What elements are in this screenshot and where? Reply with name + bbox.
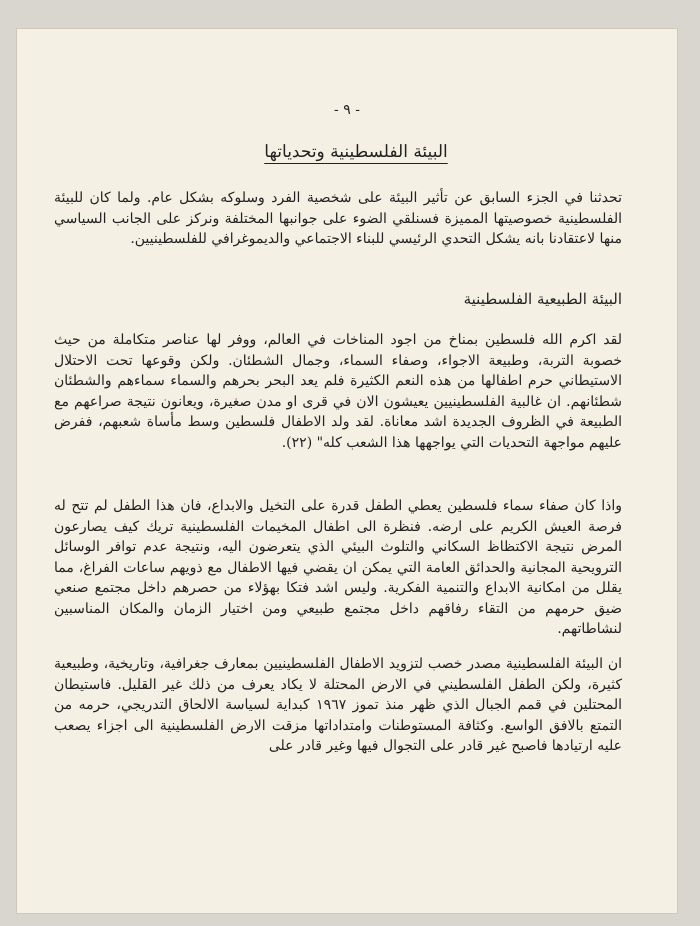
section-heading: البيئة الطبيعية الفلسطينية — [463, 290, 622, 308]
page-number: - ٩ - — [334, 102, 360, 118]
paragraph-2: لقد اكرم الله فلسطين بمناخ من اجود المناخات في العالم، ووفر لها عناصر متكاملة من حيث خصوبة التربة، وطبيعة الاجواء، وصفاء السماء، وجمال الشطئان. ولكن وقوعها تحت الاحتلال الاستيطاني حرم اطفالها من هذه النعم الكثيرة فلم يعد البحر بحرهم والسماء سماءهم والشطئان شطئانهم. ان غالبية الفلسطينيين يعيشون الان في قرى او مدن صغيرة، ويعانون نتيجة صراعهم مع الطبيعة في الظروف الجديدة اشد معاناة. لقد ولد الاطفال فلسطين وسط مأساة شعبهم، ففرض عليهم مواجهة التحديات التي يواجهها هذا الشعب كله" (٢٢). — [54, 332, 622, 451]
page-title: البيئة الفلسطينية وتحدياتها — [264, 142, 448, 162]
paragraph-1: تحدثنا في الجزء السابق عن تأثير البيئة على شخصية الفرد وسلوكه بشكل عام. ولما كان للبيئة الفلسطينية خصوصيتها المميزة فسنلقي الضوء على جوانبها المختلفة ونركز على الجانب السياسي منها لاعتقادنا بانه يشكل التحدي الرئيسي للبناء الاجتماعي والديموغرافي للفلسطينيين. — [54, 190, 622, 247]
paragraph-4: ان البيئة الفلسطينية مصدر خصب لتزويد الاطفال الفلسطينيين بمعارف جغرافية، وتاريخية، وطبيعية كثيرة، ولكن الطفل الفلسطيني في الارض المحتلة لا يكاد يعرف من ذلك غير القليل. فاستيطان المحتلين في قمم الجبال الذي ظهر منذ تموز ١٩٦٧ كبداية لسياسة الالحاق التدريجي، حرمه من التمتع بالافق الواسع. وكثافة المستوطنات وامتداداتها مزقت الارض الفلسطينية الى اجزاء يصعب عليه ارتيادها فاصبح غير قادر على التجوال فيها وغير قادر على — [54, 656, 622, 754]
paragraph-3: واذا كان صفاء سماء فلسطين يعطي الطفل قدرة على التخيل والابداع، فان هذا الطفل لم تتح له فرصة العيش الكريم على ارضه. فنظرة الى اطفال المخيمات الفلسطينية تريك كيف يصارعون المرض نتيجة الاكتظاظ السكاني والتلوث البيئي الذي يتعرضون اليه، ونتيجة عدم توافر الوسائل الترويحية المجانية والحدائق العامة التي يمكن ان يقضي فيها الاطفال مع ذويهم ساعات الفراغ، مما يقلل من امكانية الابداع والتنمية الفكرية. وليس اشد فتكا بهؤلاء من حصرهم داخل مجتمع صنعي ضيق حرمهم من التقاء رفاقهم داخل مجتمع طبيعي ومن اختيار الزمان والمكان المناسبين لنشاطاتهم. — [54, 498, 622, 637]
document-page — [16, 28, 678, 914]
